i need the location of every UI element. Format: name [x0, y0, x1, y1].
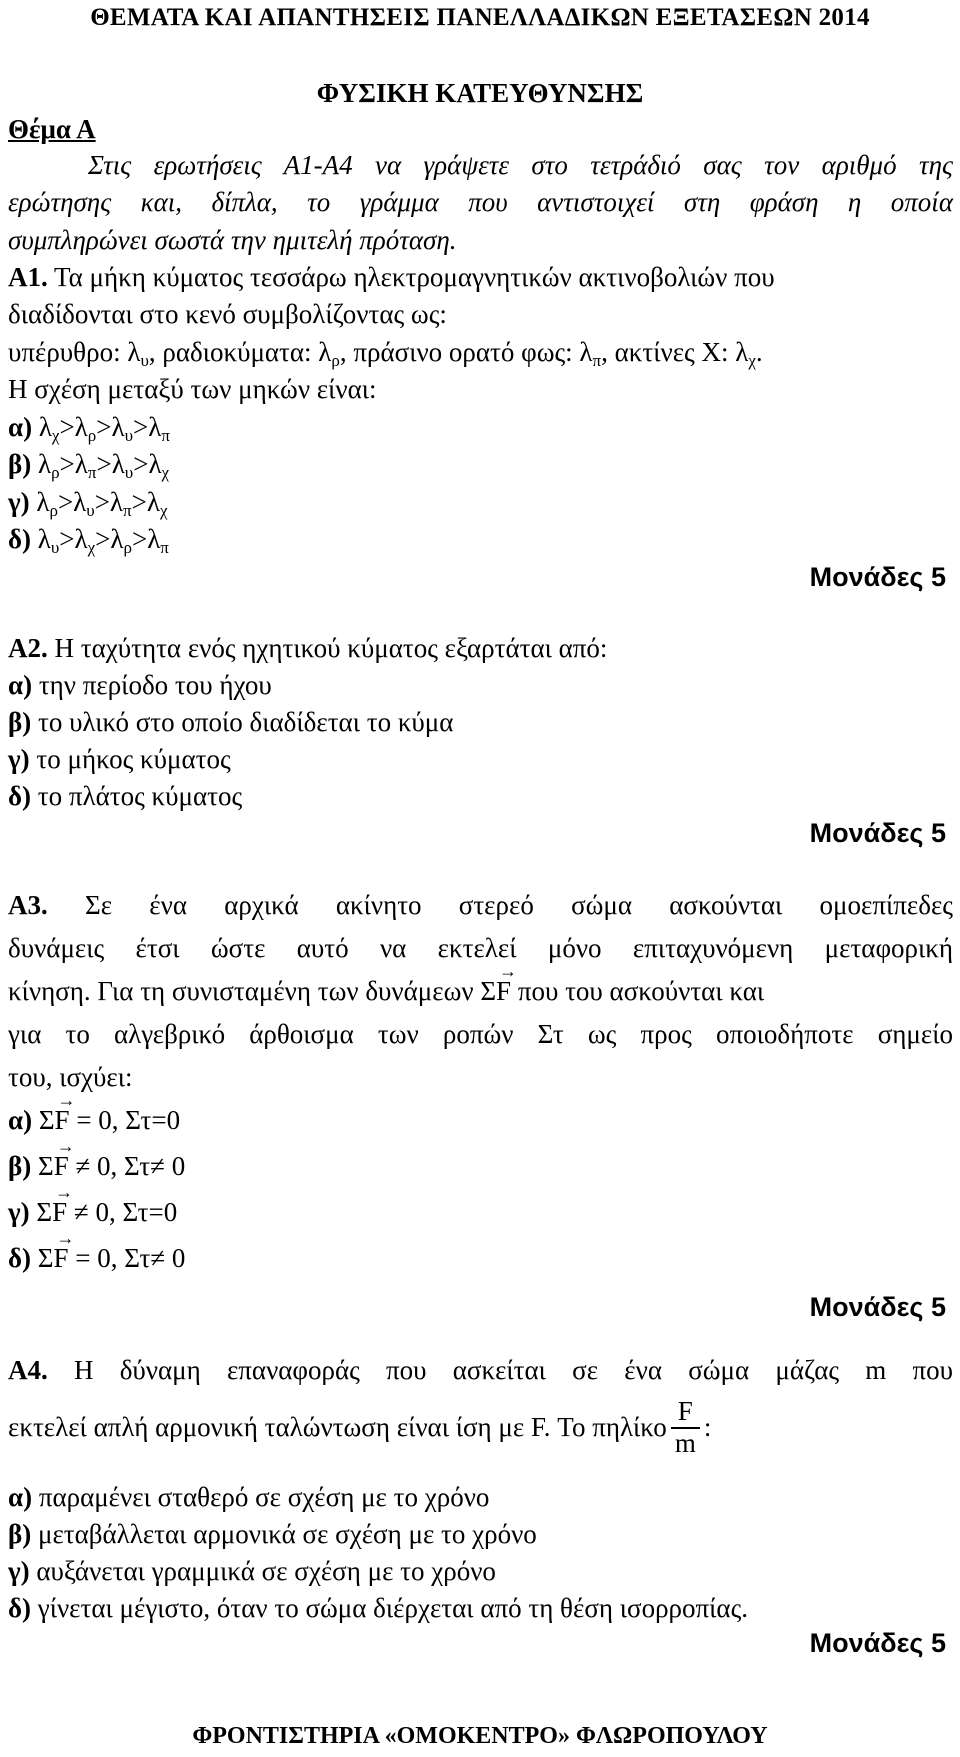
q1-line-4: Η σχέση μεταξύ των μηκών είναι:	[8, 374, 377, 404]
q4-option-a: α) παραμένει σταθερό σε σχέση με το χρόνο	[8, 1482, 490, 1512]
q2-line-1	[8, 633, 607, 664]
q2-option-a: α) την περίοδο του ήχου	[8, 670, 272, 700]
intro-line-1: Στις ερωτήσεις Α1-Α4 να γράψετε στο τετράδιό σας τον αριθμό της	[88, 150, 953, 180]
q3-option-c: γ) Σ → F ≠ 0, Στ=0	[8, 1182, 178, 1227]
q4-line-1: Α4. Η δύναμη επαναφοράς που ασκείται σε ένα σώμα μάζας m που	[8, 1355, 953, 1385]
q2-option-b: β) το υλικό στο οποίο διαδίδεται το κύμα	[8, 707, 454, 737]
force-mass-fraction: $\frac{F}{m}$	[671, 1397, 700, 1458]
q4-line-2: εκτελεί απλή αρμονική ταλώντωση είναι ίση με F. Το πηλίκο $\frac{F}{m}$ :	[8, 1396, 712, 1458]
q3-units: Μονάδες 5	[809, 1292, 946, 1322]
page-footer: ΦΡΟΝΤΙΣΤΗΡΙΑ «ΟΜΟΚΕΝΤΡΟ» ΦΛΩΡΟΠΟΥΛΟΥ	[192, 1723, 768, 1749]
q3-line-5: του, ισχύει:	[8, 1062, 133, 1092]
q1-label: Α1.	[8, 262, 48, 292]
q1-option-c: γ) $\lambda_\rho>\lambda_\upsilon>\lambda_\pi>\lambda_\chi$	[8, 487, 168, 520]
q1-text: Τα μήκη κύματος τεσσάρω ηλεκτρομαγνητικών ακτινοβολιών που	[47, 262, 775, 292]
q3-option-b: β) Σ → F ≠ 0, Στ≠ 0	[8, 1136, 186, 1181]
q2-option-d: δ) το πλάτος κύματος	[8, 781, 243, 811]
topic-title: Θέμα Α	[8, 114, 96, 144]
q4-option-d: δ) γίνεται μέγιστο, όταν το σώμα διέρχεται από τη θέση ισορροπίας.	[8, 1593, 749, 1623]
q2-text: Η ταχύτητα ενός ηχητικού κύματος εξαρτάται από:	[47, 633, 608, 663]
q2-units: Μονάδες 5	[809, 818, 946, 848]
q1-option-b: β) $\lambda_\rho>\lambda_\pi>\lambda_\upsilon>\lambda_\chi$	[8, 449, 170, 482]
q3-option-d: δ) Σ → F = 0, Στ≠ 0	[8, 1228, 186, 1273]
q1-option-a: α) $\lambda_\chi>\lambda_\rho>\lambda_\upsilon>\lambda_\pi$	[8, 412, 170, 445]
q2-label: Α2.	[8, 633, 48, 663]
intro-line-2: ερώτησης και, δίπλα, το γράμμα που αντιστοιχεί στη φράση η οποία	[8, 187, 953, 217]
q3-label: Α3.	[8, 890, 48, 920]
q4-label: Α4.	[8, 1355, 48, 1385]
q2-option-c: γ) το μήκος κύματος	[8, 744, 231, 774]
q1-option-d: δ) $\lambda_\upsilon>\lambda_\chi>\lambda_\rho>\lambda_\pi$	[8, 524, 169, 557]
q3-line-2: δυνάμεις έτσι ώστε αυτό να εκτελεί μόνο επιταχυνόμενη μεταφορική	[8, 933, 953, 963]
q1-line-2: διαδίδονται στο κενό συμβολίζοντας ως:	[8, 299, 447, 329]
q3-option-a: α) Σ → F = 0, Στ=0	[8, 1090, 181, 1135]
force-vector: → F	[496, 961, 518, 1006]
q3-line-3: κίνηση. Για τη συνισταμένη των δυνάμεων Σ → F που του ασκούνται και	[8, 961, 765, 1006]
q3-line-4: για το αλγεβρικό άρθοισμα των ροπών Στ ως προς οποιοδήποτε σημείο	[8, 1019, 953, 1049]
subject-title: ΦΥΣΙΚΗ ΚΑΤΕΥΘΥΝΣΗΣ	[316, 78, 644, 108]
q4-option-b: β) μεταβάλλεται αρμονικά σε σχέση με το χρόνο	[8, 1519, 537, 1549]
q1-line-3: υπέρυθρο: $\lambda_\upsilon$, ραδιοκύματα: $\lambda_\rho$, πράσινο ορατό φως: $\lambda_\pi$, ακτίνες Χ: $\lambda_\chi$.	[8, 337, 763, 370]
q1-line-1	[8, 262, 775, 293]
q4-units: Μονάδες 5	[809, 1628, 946, 1658]
q1-units: Μονάδες 5	[809, 562, 946, 592]
q4-option-c: γ) αυξάνεται γραμμικά σε σχέση με το χρόνο	[8, 1556, 496, 1586]
q3-line-1: Α3. Σε ένα αρχικά ακίνητο στερεό σώμα ασκούνται ομοεπίπεδες	[8, 890, 953, 920]
page-header: ΘΕΜΑΤΑ ΚΑΙ ΑΠΑΝΤΗΣΕΙΣ ΠΑΝΕΛΛΑΔΙΚΩΝ ΕΞΕΤΑΣΕΩΝ 2014	[90, 4, 870, 31]
intro-line-3: συμπληρώνει σωστά την ημιτελή πρόταση.	[8, 225, 457, 255]
